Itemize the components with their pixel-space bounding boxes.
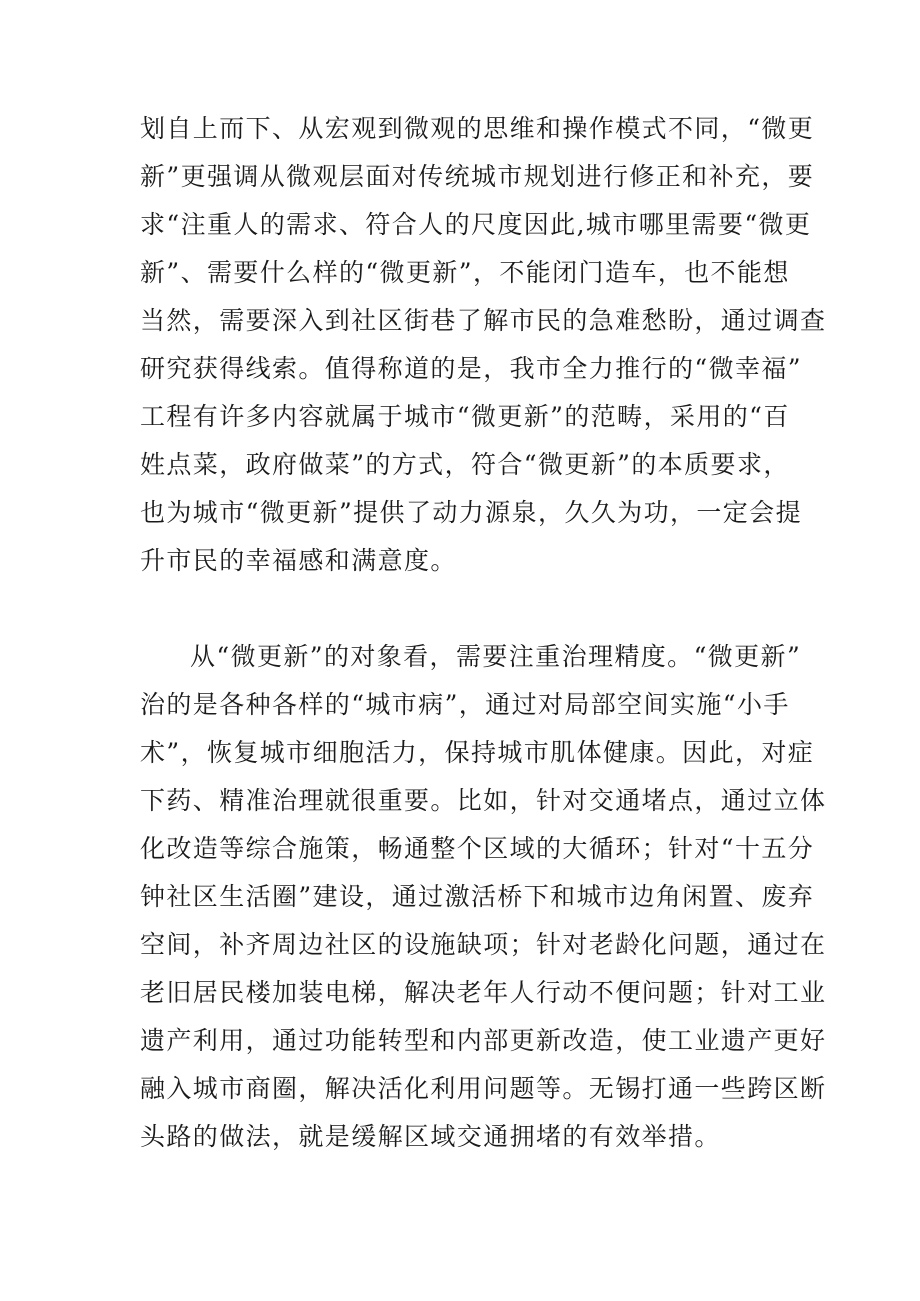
paragraph-1-line-3: 求“注重人的需求、符合人的尺度因此,城市哪里需要“微更: [140, 210, 812, 239]
paragraph-2-line-2: 治的是各种各样的“城市病”，通过对局部空间实施“小手: [140, 690, 790, 719]
paragraph-2-line-8: 老旧居民楼加装电梯，解决老年人行动不便问题；针对工业: [140, 978, 827, 1007]
paragraph-2-line-4: 下药、精准治理就很重要。比如，针对交通堵点，通过立体: [140, 786, 827, 815]
paragraph-1-line-9: 也为城市“微更新”提供了动力源泉，久久为功，一定会提: [140, 498, 802, 527]
paragraph-2-line-6: 钟社区生活圈”建设，通过激活桥下和城市边角闲置、废弃: [140, 882, 815, 911]
paragraph-1-line-6: 研究获得线索。值得称道的是，我市全力推行的“微幸福”: [140, 354, 802, 383]
paragraph-2-line-1: 从“微更新”的对象看，需要注重治理精度。“微更新”: [190, 642, 802, 671]
paragraph-2-line-7: 空间，补齐周边社区的设施缺项；针对老龄化问题，通过在: [140, 930, 827, 959]
paragraph-2-line-3: 术”，恢复城市细胞活力，保持城市肌体健康。因此，对症: [140, 738, 815, 767]
paragraph-2-line-10: 融入城市商圈，解决活化利用问题等。无锡打通一些跨区断: [140, 1074, 827, 1103]
paragraph-1-line-8: 姓点菜，政府做菜”的方式，符合“微更新”的本质要求，: [140, 450, 790, 479]
paragraph-1-line-10: 升市民的幸福感和满意度。: [140, 546, 457, 575]
paragraph-1-line-4: 新”、需要什么样的“微更新”，不能闭门造车，也不能想: [140, 258, 790, 287]
paragraph-1-line-5: 当然，需要深入到社区街巷了解市民的急难愁盼，通过调查: [140, 306, 827, 335]
paragraph-2-line-5: 化改造等综合施策，畅通整个区域的大循环；针对“十五分: [140, 834, 815, 863]
paragraph-2-line-11: 头路的做法，就是缓解区域交通拥堵的有效举措。: [140, 1122, 721, 1151]
paragraph-1-line-1: 划自上而下、从宏观到微观的思维和操作模式不同，“微更: [140, 114, 815, 143]
paragraph-2-line-9: 遗产利用，通过功能转型和内部更新改造，使工业遗产更好: [140, 1026, 827, 1055]
paragraph-1-line-2: 新”更强调从微观层面对传统城市规划进行修正和补充，要: [140, 162, 815, 191]
paragraph-1-line-7: 工程有许多内容就属于城市“微更新”的范畴，采用的“百: [140, 402, 790, 431]
